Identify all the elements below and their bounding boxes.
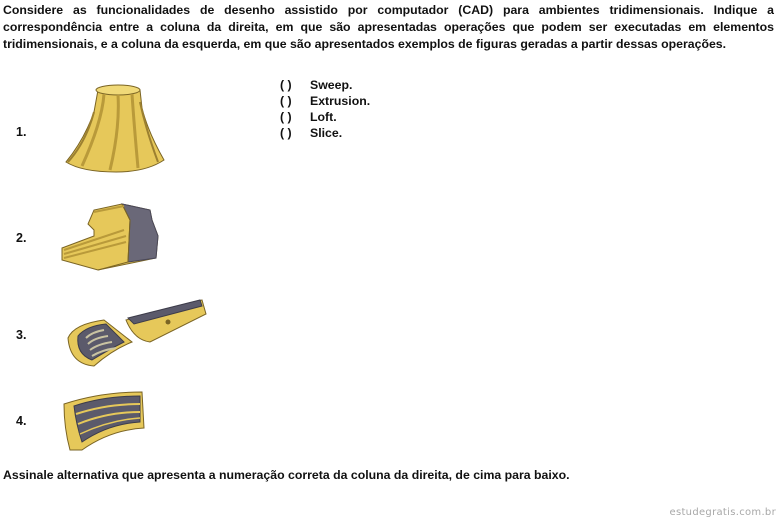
answer-blank: ( ) [280,110,292,124]
option-extrusion [280,93,370,109]
slice-figure [64,296,210,370]
option-slice [280,125,370,141]
option-label: Sweep. [310,78,353,92]
figure-number-3: 3. [16,328,27,342]
option-label: Loft. [310,110,337,124]
figure-number-2: 2. [16,231,27,245]
extrusion-figure [58,200,166,272]
option-loft [280,109,370,125]
figure-number-4: 4. [16,414,27,428]
loft-figure [60,82,172,174]
answer-blank: ( ) [280,78,292,92]
answer-blank: ( ) [280,94,292,108]
closing-instruction: Assinale alternativa que apresenta a numeração correta da coluna da direita, de cima para baixo. [3,468,570,482]
watermark: estudegratis.com.br [669,507,776,518]
figure-number-1: 1. [16,125,27,139]
answer-blank: ( ) [280,126,292,140]
sweep-figure [60,388,146,454]
operations-list [280,77,370,141]
option-label: Slice. [310,126,343,140]
question-text: Considere as funcionalidades de desenho assistido por computador (CAD) para ambientes tridimensionais. Indique a correspondência entre a coluna da direita, em que são apresentadas operações que podem ser executadas em elementos tridimensionais, e a coluna da esquerda, em que são apresentados exemplos de figuras geradas a partir dessas operações. [3,3,774,51]
option-label: Extrusion. [310,94,371,108]
option-sweep [280,77,370,93]
